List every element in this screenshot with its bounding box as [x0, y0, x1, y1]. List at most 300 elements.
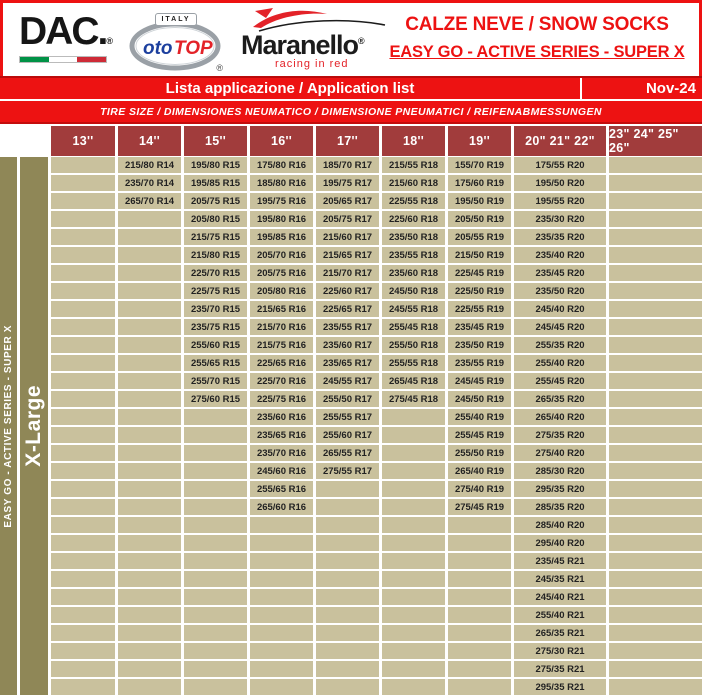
- tire-size-cell: [51, 247, 115, 263]
- tire-size-cell: [382, 643, 445, 659]
- tire-size-cell: 215/75 R16: [250, 337, 313, 353]
- tire-size-cell: 235/65 R17: [316, 355, 379, 371]
- tire-size-cell: 185/80 R16: [250, 175, 313, 191]
- tire-size-cell: 235/55 R17: [316, 319, 379, 335]
- tire-size-cell: 245/45 R19: [448, 373, 511, 389]
- tire-size-cell: [316, 625, 379, 641]
- tire-size-cell: [382, 679, 445, 695]
- tire-size-cell: [316, 589, 379, 605]
- tire-size-cell: [51, 661, 115, 677]
- tire-size-cell: [609, 409, 702, 425]
- logo-header: [0, 0, 702, 76]
- tire-size-cell: [184, 607, 247, 623]
- tire-size-cell: 275/60 R15: [184, 391, 247, 407]
- tire-size-cell: [184, 661, 247, 677]
- svg-text:oto: oto: [143, 38, 173, 59]
- series-title: EASY GO - ACTIVE SERIES - SUPER X: [389, 43, 685, 61]
- tire-size-cell: 255/50 R17: [316, 391, 379, 407]
- tire-size-cell: [118, 661, 181, 677]
- tire-size-cell: 235/50 R19: [448, 337, 511, 353]
- tire-size-cell: 265/60 R16: [250, 499, 313, 515]
- tire-size-cell: 235/60 R18: [382, 265, 445, 281]
- tire-size-cell: 255/50 R18: [382, 337, 445, 353]
- registered-mark-icon: ®: [216, 63, 223, 73]
- tire-size-cell: 205/75 R17: [316, 211, 379, 227]
- column-header: 19'': [448, 126, 511, 156]
- tire-size-cell: 255/40 R19: [448, 409, 511, 425]
- tire-size-cell: 245/40 R21: [514, 589, 606, 605]
- tire-size-cell: [184, 535, 247, 551]
- column-header: 20" 21" 22": [514, 126, 606, 156]
- tire-size-cell: [118, 679, 181, 695]
- tire-size-cell: [609, 175, 702, 191]
- tire-size-cell: [118, 337, 181, 353]
- tire-size-cell: [51, 391, 115, 407]
- tire-size-cell: [51, 679, 115, 695]
- tire-size-cell: [609, 463, 702, 479]
- tire-size-cell: [250, 679, 313, 695]
- tire-size-cell: 195/50 R19: [448, 193, 511, 209]
- column-header: 14'': [118, 126, 181, 156]
- tire-size-cell: 265/35 R20: [514, 391, 606, 407]
- dac-logo: [19, 11, 115, 63]
- tire-size-cell: [51, 445, 115, 461]
- tire-size-cell: 245/45 R20: [514, 319, 606, 335]
- tire-size-cell: [51, 157, 115, 173]
- tire-size-cell: [184, 481, 247, 497]
- application-list-banner: [0, 76, 702, 99]
- tire-size-cell: [609, 211, 702, 227]
- tire-size-cell: [51, 571, 115, 587]
- maranello-wordmark: Maranello®: [241, 30, 364, 60]
- tire-size-cell: [609, 661, 702, 677]
- tire-size-cell: [609, 301, 702, 317]
- tire-size-cell: [51, 589, 115, 605]
- column-header: 13'': [51, 126, 115, 156]
- tire-size-cell: [118, 643, 181, 659]
- tire-size-cell: [184, 499, 247, 515]
- tire-size-cell: [51, 427, 115, 443]
- tire-size-cell: [609, 607, 702, 623]
- tire-size-cell: [448, 661, 511, 677]
- tire-size-cell: [382, 499, 445, 515]
- product-title: CALZE NEVE / SNOW SOCKS: [405, 14, 669, 35]
- tire-size-cell: 265/70 R14: [118, 193, 181, 209]
- dac-text: DAC.: [19, 10, 107, 53]
- tire-size-cell: [51, 229, 115, 245]
- tire-size-cell: [382, 535, 445, 551]
- tire-size-cell: [250, 517, 313, 533]
- tire-size-cell: [250, 535, 313, 551]
- tire-size-cell: [316, 679, 379, 695]
- tire-size-cell: 195/75 R16: [250, 193, 313, 209]
- tire-size-cell: [51, 355, 115, 371]
- tire-size-cell: 235/55 R18: [382, 247, 445, 263]
- tire-size-cell: 235/35 R20: [514, 229, 606, 245]
- tire-size-cell: [609, 589, 702, 605]
- tire-size-cell: [118, 283, 181, 299]
- tire-size-cell: 195/75 R17: [316, 175, 379, 191]
- tire-size-cell: 255/65 R16: [250, 481, 313, 497]
- tire-size-cell: [316, 535, 379, 551]
- tire-size-cell: 225/55 R19: [448, 301, 511, 317]
- tire-size-cell: 235/60 R17: [316, 337, 379, 353]
- tire-size-cell: 215/70 R17: [316, 265, 379, 281]
- tire-size-cell: 225/70 R15: [184, 265, 247, 281]
- column-header: 17'': [316, 126, 379, 156]
- maranello-logo: [241, 7, 391, 70]
- tire-size-cell: [118, 319, 181, 335]
- column-header-row: [0, 126, 702, 156]
- tire-size-cell: 295/35 R20: [514, 481, 606, 497]
- tire-size-cell: [609, 319, 702, 335]
- tire-size-cell: [118, 211, 181, 227]
- banner-title: Lista applicazione / Application list: [165, 80, 415, 97]
- tire-size-cell: [184, 427, 247, 443]
- tire-size-cell: 275/40 R20: [514, 445, 606, 461]
- tire-size-cell: [184, 625, 247, 641]
- tire-size-cell: [184, 463, 247, 479]
- tire-size-cell: 235/45 R19: [448, 319, 511, 335]
- tire-size-cell: [382, 409, 445, 425]
- tire-size-cell: 225/55 R18: [382, 193, 445, 209]
- tire-size-cell: 195/85 R16: [250, 229, 313, 245]
- tire-size-cell: 255/60 R15: [184, 337, 247, 353]
- tire-size-cell: 205/55 R19: [448, 229, 511, 245]
- tire-size-cell: 265/55 R17: [316, 445, 379, 461]
- tire-size-cell: 235/65 R16: [250, 427, 313, 443]
- tire-size-cell: [51, 481, 115, 497]
- tire-size-cell: 275/45 R18: [382, 391, 445, 407]
- tire-size-cell: [382, 661, 445, 677]
- tire-size-cell: [609, 427, 702, 443]
- tire-size-cell: [184, 643, 247, 659]
- tire-size-cell: 265/35 R21: [514, 625, 606, 641]
- tire-size-cell: [51, 463, 115, 479]
- tire-size-cell: [184, 571, 247, 587]
- tire-size-cell: [118, 553, 181, 569]
- tire-size-cell: [118, 625, 181, 641]
- column-header: 18'': [382, 126, 445, 156]
- tire-size-cell: [118, 463, 181, 479]
- tire-size-cell: [250, 607, 313, 623]
- tire-size-cell: [609, 517, 702, 533]
- tire-size-cell: 275/35 R21: [514, 661, 606, 677]
- tire-size-cell: 245/55 R17: [316, 373, 379, 389]
- tire-size-cell: 235/45 R20: [514, 265, 606, 281]
- ototop-logo: [129, 13, 221, 73]
- tire-size-cell: [609, 535, 702, 551]
- tire-size-cell: [382, 571, 445, 587]
- tire-size-cell: [609, 481, 702, 497]
- tire-size-cell: [609, 265, 702, 281]
- tire-size-cell: [51, 265, 115, 281]
- tire-size-cell: [609, 625, 702, 641]
- tire-size-cell: 255/40 R21: [514, 607, 606, 623]
- tire-size-cell: [118, 445, 181, 461]
- tire-size-cell: [51, 553, 115, 569]
- tire-size-cell: 205/80 R15: [184, 211, 247, 227]
- tire-size-cell: [51, 373, 115, 389]
- tire-size-cell: [448, 517, 511, 533]
- tire-size-cell: 195/85 R15: [184, 175, 247, 191]
- tire-size-cell: [51, 283, 115, 299]
- tire-size-cell: 225/75 R15: [184, 283, 247, 299]
- tire-size-cell: 205/80 R16: [250, 283, 313, 299]
- tire-size-cell: [184, 517, 247, 533]
- tire-size-cell: [118, 355, 181, 371]
- tire-size-cell: [609, 553, 702, 569]
- tire-size-cell: 235/60 R16: [250, 409, 313, 425]
- tire-size-cell: 285/40 R20: [514, 517, 606, 533]
- ototop-oval-icon: [129, 21, 221, 71]
- tire-size-cell: [609, 193, 702, 209]
- tire-size-cell: [51, 643, 115, 659]
- tire-size-cell: [118, 571, 181, 587]
- tire-size-cell: 215/55 R18: [382, 157, 445, 173]
- tire-size-cell: [51, 517, 115, 533]
- tire-size-cell: [382, 427, 445, 443]
- tire-size-cell: [609, 499, 702, 515]
- column-header: 15'': [184, 126, 247, 156]
- tire-size-cell: [51, 193, 115, 209]
- tire-size-cell: [382, 463, 445, 479]
- tire-size-cell: 215/80 R14: [118, 157, 181, 173]
- tire-size-cell: [316, 553, 379, 569]
- tire-size-cell: [51, 211, 115, 227]
- tire-size-cell: 205/70 R16: [250, 247, 313, 263]
- tire-size-cell: 175/55 R20: [514, 157, 606, 173]
- tire-size-cell: [118, 265, 181, 281]
- tire-size-cell: [118, 427, 181, 443]
- tire-size-cell: 235/30 R20: [514, 211, 606, 227]
- tire-size-cell: 235/40 R20: [514, 247, 606, 263]
- svg-text:TOP: TOP: [174, 38, 213, 59]
- italy-flag-icon: [19, 56, 107, 63]
- tire-size-cell: [118, 517, 181, 533]
- tire-size-cell: [609, 373, 702, 389]
- tire-size-cell: [118, 481, 181, 497]
- tire-size-cell: [609, 229, 702, 245]
- tire-size-cell: [250, 625, 313, 641]
- tire-size-cell: [316, 607, 379, 623]
- tire-size-cell: 225/50 R19: [448, 283, 511, 299]
- tire-size-cell: 195/50 R20: [514, 175, 606, 191]
- tire-size-cell: 235/70 R16: [250, 445, 313, 461]
- tire-size-cell: 255/65 R15: [184, 355, 247, 371]
- tire-size-cell: [609, 247, 702, 263]
- tire-size-cell: 295/40 R20: [514, 535, 606, 551]
- tire-size-cell: 245/60 R16: [250, 463, 313, 479]
- tire-size-cell: [250, 571, 313, 587]
- tire-size-cell: 285/35 R20: [514, 499, 606, 515]
- tire-size-cell: 235/50 R18: [382, 229, 445, 245]
- tire-size-cell: 175/80 R16: [250, 157, 313, 173]
- tire-size-cell: 285/30 R20: [514, 463, 606, 479]
- tire-size-strip: TIRE SIZE / DIMENSIONES NEUMATICO / DIMENSIONE PNEUMATICI / REIFENABMESSUNGEN: [0, 101, 702, 124]
- tire-size-cell: 255/45 R18: [382, 319, 445, 335]
- tire-size-cell: [118, 391, 181, 407]
- tire-size-cell: 255/35 R20: [514, 337, 606, 353]
- tire-size-cell: 205/50 R19: [448, 211, 511, 227]
- tire-size-cell: [51, 319, 115, 335]
- tire-size-cell: [448, 571, 511, 587]
- tire-size-cell: [51, 625, 115, 641]
- tire-size-cell: [382, 625, 445, 641]
- tire-size-cell: [316, 499, 379, 515]
- tire-size-cell: 255/70 R15: [184, 373, 247, 389]
- tire-size-cell: [448, 589, 511, 605]
- tire-size-cell: [118, 373, 181, 389]
- tire-size-cell: 275/35 R20: [514, 427, 606, 443]
- tire-size-cell: [609, 643, 702, 659]
- tire-size-cell: [250, 553, 313, 569]
- tire-size-cell: 255/55 R18: [382, 355, 445, 371]
- tire-size-cell: [316, 661, 379, 677]
- tire-size-cell: [609, 355, 702, 371]
- column-header: 23" 24" 25" 26": [609, 126, 702, 156]
- italy-badge: ITALY: [155, 13, 197, 26]
- tire-size-cell: [51, 607, 115, 623]
- tire-size-cell: 235/70 R14: [118, 175, 181, 191]
- tire-size-cell: 275/45 R19: [448, 499, 511, 515]
- tire-size-cell: [448, 679, 511, 695]
- tire-size-cell: [184, 679, 247, 695]
- tire-size-cell: [118, 607, 181, 623]
- banner-date: Nov-24: [645, 80, 696, 97]
- tire-size-cell: [382, 553, 445, 569]
- tire-size-table: [0, 157, 702, 695]
- tire-size-cell: 245/50 R19: [448, 391, 511, 407]
- sidebar-series-label: EASY GO - ACTIVE SERIES - SUPER X: [3, 324, 14, 528]
- tire-size-cell: 235/55 R19: [448, 355, 511, 371]
- tire-size-cell: 215/65 R17: [316, 247, 379, 263]
- tire-size-cell: [250, 589, 313, 605]
- tire-size-cell: 185/70 R17: [316, 157, 379, 173]
- tire-size-cell: 235/70 R15: [184, 301, 247, 317]
- tire-size-cell: [118, 499, 181, 515]
- tire-size-cell: [118, 409, 181, 425]
- tire-size-cell: [250, 643, 313, 659]
- tire-size-cell: [382, 517, 445, 533]
- tire-size-cell: [382, 481, 445, 497]
- tire-size-cell: 265/40 R19: [448, 463, 511, 479]
- tire-size-cell: 205/65 R17: [316, 193, 379, 209]
- tire-size-cell: 235/45 R21: [514, 553, 606, 569]
- tire-size-cell: [448, 643, 511, 659]
- tire-size-cell: 155/70 R19: [448, 157, 511, 173]
- tire-size-cell: [316, 481, 379, 497]
- tire-size-cell: [118, 589, 181, 605]
- product-titles: [381, 14, 693, 62]
- tire-size-cell: [609, 283, 702, 299]
- tire-size-cell: 255/50 R19: [448, 445, 511, 461]
- tire-size-cell: 195/55 R20: [514, 193, 606, 209]
- tire-size-cell: [184, 553, 247, 569]
- sidebar-size-bar: [20, 157, 48, 695]
- tire-size-cell: 255/40 R20: [514, 355, 606, 371]
- tire-size-cell: 225/65 R17: [316, 301, 379, 317]
- tire-size-cell: 225/65 R16: [250, 355, 313, 371]
- tire-size-cell: 295/35 R21: [514, 679, 606, 695]
- tire-size-cell: [51, 499, 115, 515]
- tire-size-cell: [316, 643, 379, 659]
- tire-size-cell: [382, 589, 445, 605]
- tire-size-cell: 235/75 R15: [184, 319, 247, 335]
- maranello-tagline: racing in red: [275, 58, 349, 71]
- tire-size-cell: [382, 607, 445, 623]
- tire-size-cell: [118, 535, 181, 551]
- tire-size-cell: 215/65 R16: [250, 301, 313, 317]
- tire-size-cell: 225/45 R19: [448, 265, 511, 281]
- tire-size-cell: [609, 571, 702, 587]
- tire-size-cell: 215/50 R19: [448, 247, 511, 263]
- tire-size-cell: [51, 535, 115, 551]
- tire-size-cell: 175/60 R19: [448, 175, 511, 191]
- tire-size-cell: [609, 337, 702, 353]
- registered-mark-icon: ®: [106, 36, 113, 46]
- tire-size-cell: 255/60 R17: [316, 427, 379, 443]
- tire-size-cell: [184, 589, 247, 605]
- tire-size-cell: 255/45 R19: [448, 427, 511, 443]
- dac-wordmark: [19, 11, 115, 54]
- tire-size-cell: 255/45 R20: [514, 373, 606, 389]
- tire-size-cell: 215/70 R16: [250, 319, 313, 335]
- tire-size-cell: 205/75 R16: [250, 265, 313, 281]
- tire-size-cell: 225/60 R18: [382, 211, 445, 227]
- tire-size-cell: 245/50 R18: [382, 283, 445, 299]
- tire-size-cell: 215/60 R17: [316, 229, 379, 245]
- tire-size-cell: [51, 409, 115, 425]
- tire-size-cell: 195/80 R16: [250, 211, 313, 227]
- tire-size-cell: [382, 445, 445, 461]
- tire-size-cell: 275/55 R17: [316, 463, 379, 479]
- tire-size-cell: [448, 535, 511, 551]
- sidebar-series-bar: [0, 157, 17, 695]
- tire-size-cell: [609, 391, 702, 407]
- tire-size-cell: [118, 301, 181, 317]
- tire-size-cell: 255/55 R17: [316, 409, 379, 425]
- tire-size-cell: [118, 229, 181, 245]
- tire-size-cell: 245/55 R18: [382, 301, 445, 317]
- tire-size-cell: 195/80 R15: [184, 157, 247, 173]
- tire-size-cell: 225/75 R16: [250, 391, 313, 407]
- tire-size-cell: [51, 337, 115, 353]
- tire-size-cell: 235/50 R20: [514, 283, 606, 299]
- tire-size-cell: [118, 247, 181, 263]
- registered-mark-icon: ®: [358, 36, 364, 46]
- tire-size-cell: [609, 445, 702, 461]
- tire-size-cell: [184, 445, 247, 461]
- tire-size-cell: 215/60 R18: [382, 175, 445, 191]
- tire-size-cell: [316, 571, 379, 587]
- tire-size-cell: [609, 679, 702, 695]
- tire-size-cell: 245/35 R21: [514, 571, 606, 587]
- tire-size-cell: [609, 157, 702, 173]
- tire-size-cell: 225/60 R17: [316, 283, 379, 299]
- tire-size-cell: 215/80 R15: [184, 247, 247, 263]
- tire-size-cell: [51, 175, 115, 191]
- tire-size-cell: [448, 607, 511, 623]
- sidebar-size-label: X-Large: [22, 385, 45, 467]
- tire-size-cell: 225/70 R16: [250, 373, 313, 389]
- tire-size-cell: 205/75 R15: [184, 193, 247, 209]
- tire-size-cell: 245/40 R20: [514, 301, 606, 317]
- tire-size-cell: [448, 553, 511, 569]
- tire-size-cell: [51, 301, 115, 317]
- column-header: 16'': [250, 126, 313, 156]
- tire-size-cell: 275/30 R21: [514, 643, 606, 659]
